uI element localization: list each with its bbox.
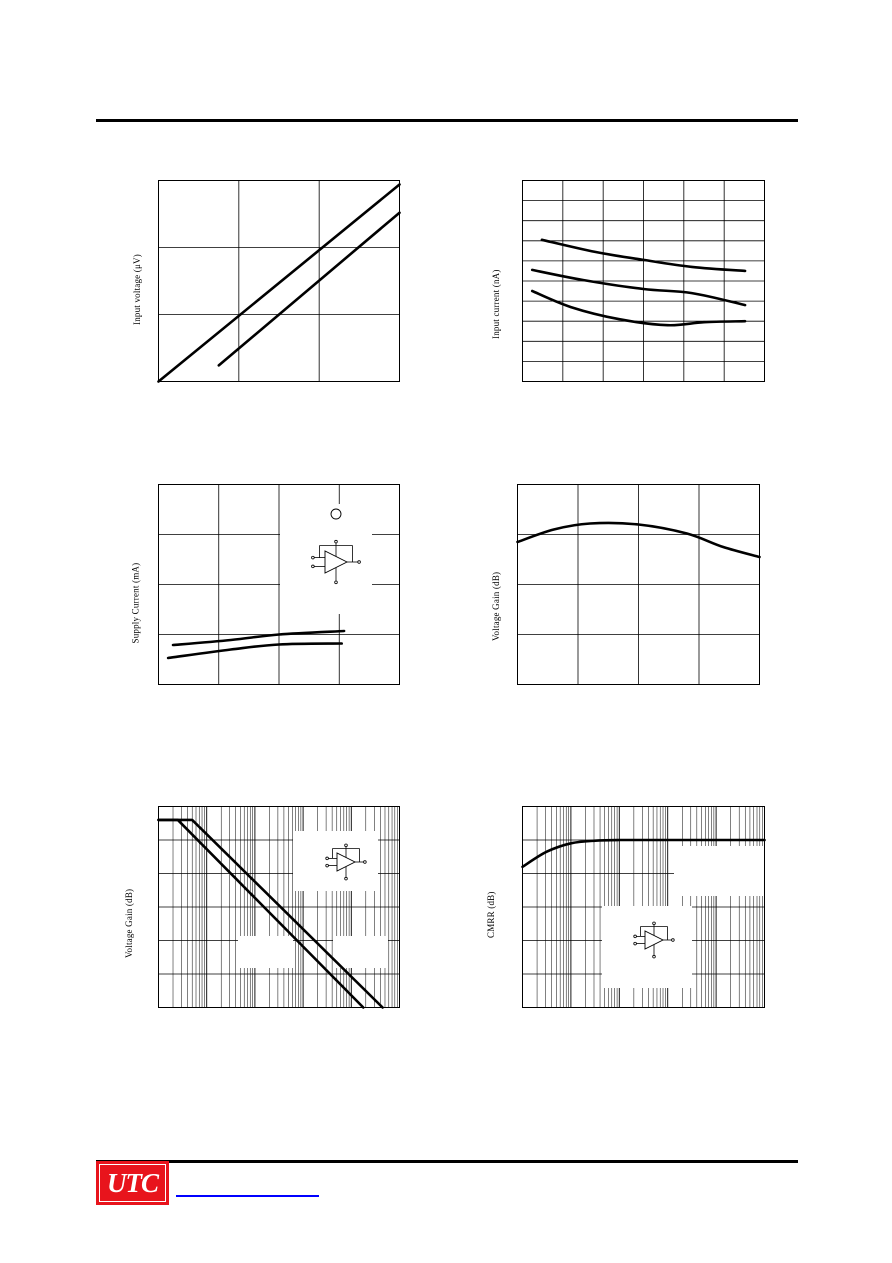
chart-3-series-2 xyxy=(168,644,342,659)
chart-2 xyxy=(522,180,765,382)
chart-6-label-panel xyxy=(674,846,764,896)
chart-6 xyxy=(522,806,765,1008)
current-meter-icon xyxy=(331,509,341,519)
chart-5-label-panel xyxy=(333,936,388,968)
footer-rule xyxy=(96,1160,798,1163)
header-rule xyxy=(96,119,798,122)
website-link[interactable] xyxy=(176,1195,319,1197)
chart-3-ylabel: Supply Current (mA) xyxy=(130,562,141,644)
chart-5 xyxy=(158,806,400,1008)
chart-5-label-panel xyxy=(238,936,293,968)
chart-1-series-1 xyxy=(159,185,400,382)
utc-logo xyxy=(96,1161,169,1205)
chart-5-ylabel: Voltage Gain (dB) xyxy=(124,888,134,958)
chart-3 xyxy=(158,484,400,685)
chart-4-ylabel: Voltage Gain (dB) xyxy=(491,571,501,641)
chart-1 xyxy=(158,180,400,382)
chart-1-ylabel: Input voltage (μV) xyxy=(132,254,142,325)
chart-2-ylabel: Input current (nA) xyxy=(491,269,501,339)
chart-2-series-2 xyxy=(532,270,745,305)
logo-text: UTC xyxy=(107,1167,158,1198)
chart-6-ylabel: CMRR (dB) xyxy=(486,891,496,938)
chart-4 xyxy=(517,484,760,685)
chart-1-series-2 xyxy=(219,213,400,366)
